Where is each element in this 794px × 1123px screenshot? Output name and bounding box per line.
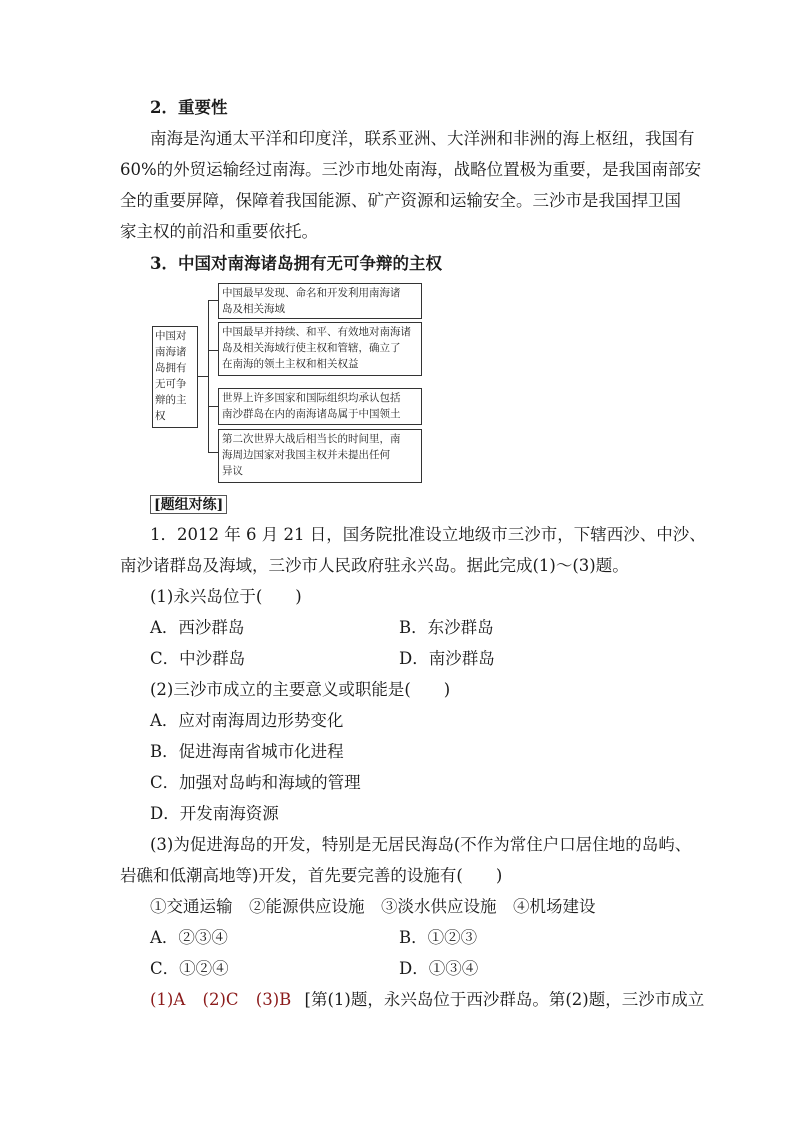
diagram-connector bbox=[208, 452, 218, 453]
q3-option-a[interactable]: A．②③④ bbox=[150, 928, 228, 947]
section-2-para-line-4: 家主权的前沿和重要依托。 bbox=[120, 222, 318, 241]
q3-option-c[interactable]: C．①②④ bbox=[150, 959, 229, 978]
diagram-branch-2: 中国最早并持续、和平、有效地对南海诸 岛及相关海域行使主权和管辖，确立了 在南海的领土主权和相关权益 bbox=[218, 322, 422, 376]
diagram-bracket bbox=[208, 300, 209, 452]
diagram-root-box: 中国对 南海诸 岛拥有 无可争 辩的主 权 bbox=[152, 326, 198, 428]
practice-intro-line-1: 1．2012 年 6 月 21 日，国务院批准设立地级市三沙市，下辖西沙、中沙、 bbox=[150, 525, 706, 544]
q3-items: ①交通运输 ②能源供应设施 ③淡水供应设施 ④机场建设 bbox=[150, 897, 596, 916]
q1-option-d[interactable]: D．南沙群岛 bbox=[399, 649, 495, 668]
section-3-heading: 3．中国对南海诸岛拥有无可争辩的主权 bbox=[150, 254, 442, 273]
answer-line bbox=[150, 990, 704, 1010]
q1-stem: (1)永兴岛位于( ) bbox=[150, 587, 302, 606]
q3-stem-line-1: (3)为促进海岛的开发，特别是无居民海岛(不作为常住户口居住地的岛屿、 bbox=[150, 835, 692, 854]
diagram-connector bbox=[208, 300, 218, 301]
answer-q2: (2)C bbox=[202, 990, 239, 1009]
diagram-branch-1: 中国最早发现、命名和开发利用南海诸 岛及相关海域 bbox=[218, 283, 422, 319]
practice-intro-line-2: 南沙诸群岛及海域，三沙市人民政府驻永兴岛。据此完成(1)～(3)题。 bbox=[120, 556, 629, 575]
q2-option-c[interactable]: C．加强对岛屿和海域的管理 bbox=[150, 773, 361, 792]
answer-q1: (1)A bbox=[150, 990, 186, 1009]
section-2-para-line-1: 南海是沟通太平洋和印度洋，联系亚洲、大洋洲和非洲的海上枢纽，我国有 bbox=[150, 129, 695, 148]
q1-option-a[interactable]: A．西沙群岛 bbox=[150, 618, 245, 637]
diagram-connector bbox=[198, 376, 208, 377]
diagram-branch-3: 世界上许多国家和国际组织均承认包括 南沙群岛在内的南海诸岛属于中国领土 bbox=[218, 388, 422, 425]
q3-stem-line-2: 岩礁和低潮高地等)开发，首先要完善的设施有( ) bbox=[120, 866, 503, 885]
answer-q3: (3)B bbox=[255, 990, 292, 1009]
q3-option-d[interactable]: D．①③④ bbox=[399, 959, 479, 978]
diagram-connector bbox=[208, 406, 218, 407]
q1-option-c[interactable]: C．中沙群岛 bbox=[150, 649, 246, 668]
q2-option-b[interactable]: B．促进海南省城市化进程 bbox=[150, 742, 344, 761]
section-2-para-line-2: 60%的外贸运输经过南海。三沙市地处南海，战略位置极为重要，是我国南部安 bbox=[120, 160, 702, 179]
section-2-para-line-3: 全的重要屏障，保障着我国能源、矿产资源和运输安全。三沙市是我国捍卫国 bbox=[120, 191, 681, 210]
answer-explanation: [第(1)题，永兴岛位于西沙群岛。第(2)题，三沙市成立 bbox=[304, 990, 705, 1009]
diagram-branch-4: 第二次世界大战后相当长的时间里，南 海周边国家对我国主权并未提出任何 异议 bbox=[218, 429, 422, 483]
q2-stem: (2)三沙市成立的主要意义或职能是( ) bbox=[150, 680, 451, 699]
q1-option-b[interactable]: B．东沙群岛 bbox=[399, 618, 494, 637]
practice-tag: [题组对练] bbox=[150, 495, 227, 514]
section-2-heading: 2．重要性 bbox=[150, 98, 228, 117]
diagram-connector bbox=[208, 350, 218, 351]
q2-option-d[interactable]: D．开发南海资源 bbox=[150, 804, 279, 823]
q2-option-a[interactable]: A．应对南海周边形势变化 bbox=[150, 711, 344, 730]
q3-option-b[interactable]: B．①②③ bbox=[399, 928, 478, 947]
